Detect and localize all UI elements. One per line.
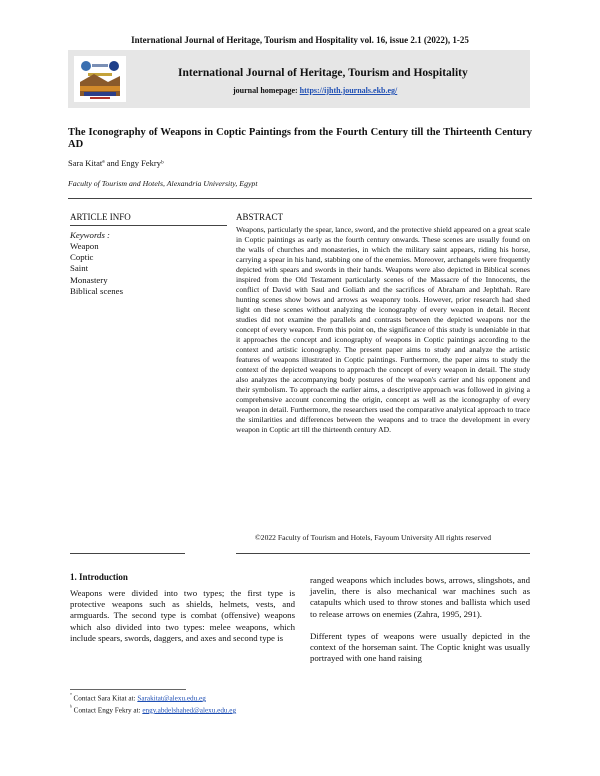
- footnote-label: Contact Sara Kitat at:: [71, 694, 138, 703]
- footnote-mark: ª: [70, 693, 72, 699]
- top-divider: [68, 198, 532, 199]
- homepage-link[interactable]: https://ijhth.journals.ekb.eg/: [299, 86, 398, 95]
- footnote-email-link[interactable]: Sarakitat@alexu.edu.eg: [137, 694, 206, 703]
- intro-column-2-paragraph-1: ranged weapons which includes bows, arrows, slingshots, and javelin, there is also mechanical war machines such as catapults which used to throw stones and ballista which used to release arrows on enemies (Zahra, 1995, 291).: [310, 575, 530, 619]
- running-head: International Journal of Heritage, Tourism and Hospitality vol. 16, issue 2.1 (2022), 1-25: [131, 35, 469, 45]
- intro-column-1: Weapons were divided into two types; the first type is protective weapons such as shields, helmets, vests, and armguards. The second type is combat (offensive) weapons which also divided into two types: melee weapons, which include spears, swords, daggers, and axes and second type is: [70, 588, 295, 643]
- footnote-mark: ᵇ: [70, 705, 72, 711]
- author-affiliation: Faculty of Tourism and Hotels, Alexandria University, Egypt: [68, 179, 258, 188]
- abstract-heading: ABSTRACT: [236, 212, 284, 222]
- keyword-list: [70, 241, 123, 297]
- footnote-email-link[interactable]: engy.abdelshahed@alexu.edu.eg: [142, 706, 237, 715]
- keyword-item: Biblical scenes: [70, 285, 124, 296]
- article-info-rule: [70, 225, 227, 226]
- journal-logo: [74, 56, 126, 102]
- keyword-item: Monastery: [70, 274, 108, 285]
- keyword-item: Coptic: [70, 252, 94, 263]
- keyword-item: Weapon: [70, 241, 99, 251]
- copyright-notice: ©2022 Faculty of Tourism and Hotels, Fayoum University All rights reserved: [255, 533, 492, 542]
- journal-homepage: [233, 86, 397, 95]
- keyword-item: Saint: [70, 263, 89, 274]
- left-divider: [70, 553, 185, 554]
- article-authors: Sara Kitatª and Engy Fekryᵇ: [68, 158, 164, 168]
- abstract-body: Weapons, particularly the spear, lance, sword, and the protective shield appeared on a great scale in Coptic paintings as early as the fourth century onwards. These scenes are usually found on the walls of churches and monasteries, in which the military saint appears, riding his horse, carrying a spear in his hand, stabbing one of the enemies. Moreover, archangels were frequently depicted with spears and swords in their hands. Weapons were also depicted in Biblical scenes inspired from the Old Testament particularly scenes of the Massacre of the Innocents, the conflict of David with Saul and Goliath and the sacrifices of Abraham and Jephthah. Rare hunting scenes show bows and arrows as weaponry tools. However, prior research had shed light on these scenes without analyzing the iconography of every weapon in detail. Recent studies did not examine the parallels and contrasts between the depicted weapons nor the concept of every weapon. From this point on, the significance of this study is undeniable in that it approaches the concept and iconography of weapons in Coptic paintings according to the context and artistic iconography. The present paper aims to study and analyze the artistic features of weapons illustrated in Coptic paintings. Furthermore, the paper aims to study the context of the depicted weapons to approach the concept of every weapon in detail. The study also analyzes the accompanying body postures of the weapon's carrier and his opponent and their symbolism. To approach the earlier aims, a descriptive approach was followed in giving a comprehensive account concerning the origin, concept as well as the iconography of every weapon in detail. Furthermore, the researchers used the comparative analytical approach to trace the similarities and differences between the weapons and to trace the development in every weapon in Coptic art till the thirteenth century AD.: [236, 225, 530, 434]
- footnote-2: [70, 705, 236, 714]
- footnote-1: [70, 693, 206, 702]
- right-divider: [236, 553, 530, 554]
- article-title: The Iconography of Weapons in Coptic Paintings from the Fourth Century till the Thirteenth Century AD: [68, 127, 532, 150]
- homepage-label: journal homepage:: [233, 86, 298, 95]
- intro-column-2-paragraph-2: Different types of weapons were usually depicted in the context of the horseman saint. The Coptic knight was usually portrayed with one hand raising: [310, 631, 530, 664]
- footnote-divider: [70, 689, 186, 690]
- introduction-heading: 1. Introduction: [70, 572, 128, 582]
- article-info-heading: ARTICLE INFO: [70, 212, 131, 222]
- journal-name: International Journal of Heritage, Tourism and Hospitality: [178, 67, 468, 79]
- keywords-label: Keywords :: [70, 230, 110, 240]
- footnote-label: Contact Engy Fekry at:: [71, 706, 143, 715]
- faculty-emblem-icon: [74, 56, 126, 102]
- journal-header-band: [68, 50, 530, 108]
